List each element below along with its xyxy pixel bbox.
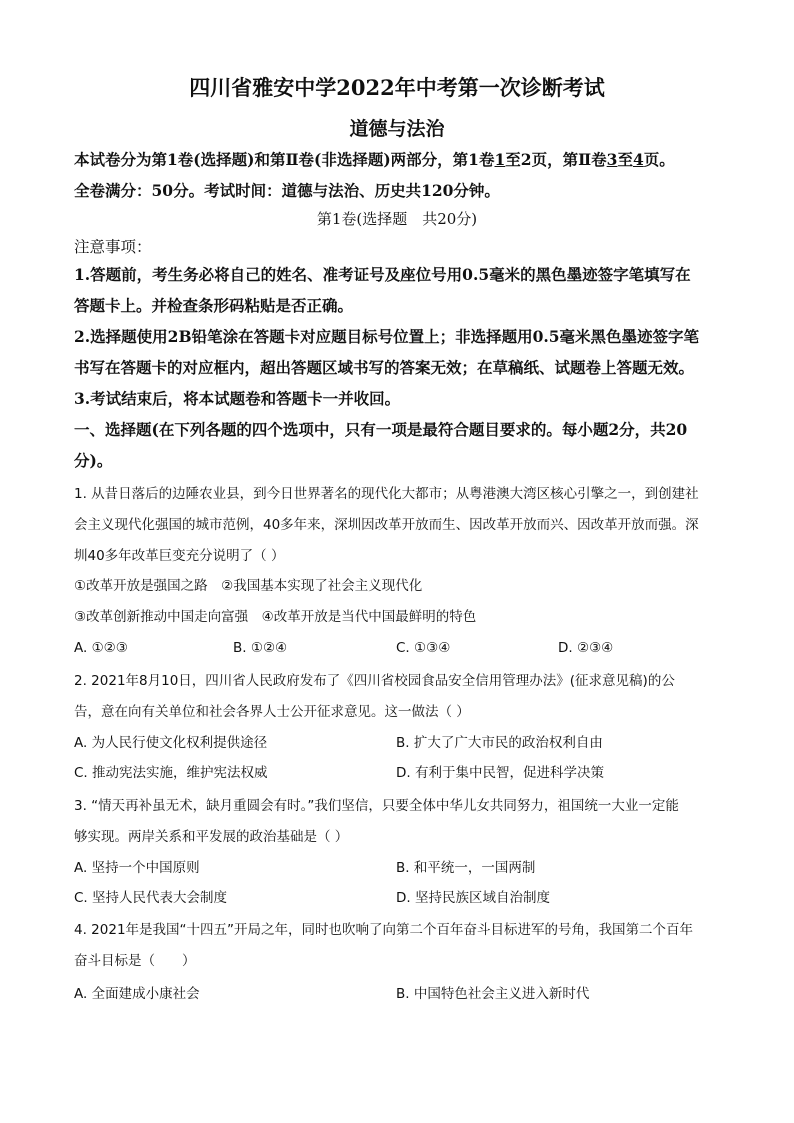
q1-stem-line-2: 会主义现代化强国的城市范例，40多年来，深圳因改革开放而生、因改革开放而兴、因改革开放而强。深: [74, 517, 699, 533]
part1-instruction-line-1: 一、选择题(在下列各题的四个选项中，只有一项是最符合题目要求的。每小题2分，共20: [74, 420, 688, 439]
page-number: 1: [494, 150, 506, 169]
q1-option-c: C. ①③④: [396, 640, 451, 656]
page-number: 4: [632, 150, 644, 169]
notice-item-2-line-1: 2.选择题使用2B铅笔涂在答题卡对应题目标号位置上；非选择题用0.5毫米黑色墨迹签字笔: [74, 327, 700, 346]
q2-option-a: A. 为人民行使文化权利提供途径: [74, 735, 268, 751]
q2-stem-line-1: 2. 2021年8月10日，四川省人民政府发布了《四川省校园食品安全信用管理办法》(征求意见稿)的公: [74, 673, 675, 689]
q1-option-d: D. ②③④: [558, 640, 614, 656]
notice-item-1-line-2: 答题卡上。并检查条形码粘贴是否正确。: [74, 296, 354, 315]
q2-option-c: C. 推动宪法实施，维护宪法权威: [74, 765, 268, 781]
part1-instruction-line-2: 分)。: [74, 451, 113, 470]
q2-option-d: D. 有利于集中民智，促进科学决策: [396, 765, 604, 781]
q3-stem-line-1: 3. “情天再补虽无术，缺月重圆会有时。”我们坚信，只要全体中华儿女共同努力，祖国统一大业一定能: [74, 798, 679, 814]
q4-stem-line-2: 奋斗目标是（ ）: [74, 953, 196, 969]
exam-title: 四川省雅安中学2022年中考第一次诊断考试: [189, 75, 605, 100]
q1-option-b: B. ①②④: [233, 640, 288, 656]
q4-stem-line-1: 4. 2021年是我国“十四五”开局之年，同时也吹响了向第二个百年奋斗目标进军的号角，我国第二个百年: [74, 922, 694, 938]
notice-item-1-line-1: 1.答题前，考生务必将自己的姓名、准考证号及座位号用0.5毫米的黑色墨迹签字笔填写在: [74, 265, 691, 284]
q3-option-d: D. 坚持民族区域自治制度: [396, 890, 550, 906]
q1-stem-line-1: 1. 从昔日落后的边陲农业县，到今日世界著名的现代化大都市；从粤港澳大湾区核心引擎之一，到创建社: [74, 486, 699, 502]
q1-statements-line-2: ③改革创新推动中国走向富强 ④改革开放是当代中国最鲜明的特色: [74, 609, 477, 625]
notice-heading: 注意事项：: [74, 238, 152, 256]
page-number: 3: [606, 150, 618, 169]
q3-option-a: A. 坚持一个中国原则: [74, 860, 200, 876]
section-header: 第1卷(选择题 共20分): [316, 210, 478, 228]
q2-stem-line-2: 告，意在向有关单位和社会各界人士公开征求意见。这一做法（ ）: [74, 704, 470, 720]
q3-option-b: B. 和平统一，一国两制: [396, 860, 536, 876]
q4-option-a: A. 全面建成小康社会: [74, 986, 200, 1002]
notice-item-2-line-2: 书写在答题卡的对应框内，超出答题区域书写的答案无效；在草稿纸、试题卷上答题无效。: [74, 358, 695, 377]
q1-statements-line-1: ①改革开放是强国之路 ②我国基本实现了社会主义现代化: [74, 578, 423, 594]
q3-stem-line-2: 够实现。两岸关系和平发展的政治基础是（ ）: [74, 829, 349, 845]
intro-line-2: 全卷满分：50分。考试时间：道德与法治、历史共120分钟。: [74, 181, 500, 200]
q2-option-b: B. 扩大了广大市民的政治权利自由: [396, 735, 603, 751]
intro-line-1: 本试卷分为第1卷(选择题)和第Ⅱ卷(非选择题)两部分，第1卷1至2页，第Ⅱ卷3至4页。: [74, 150, 675, 169]
q3-option-c: C. 坚持人民代表大会制度: [74, 890, 228, 906]
notice-item-3: 3.考试结束后，将本试题卷和答题卡一并收回。: [74, 389, 401, 408]
q4-option-b: B. 中国特色社会主义进入新时代: [396, 986, 590, 1002]
subject-title: 道德与法治: [349, 118, 445, 140]
q1-stem-line-3: 圳40多年改革巨变充分说明了（ ）: [74, 548, 285, 564]
q1-option-a: A. ①②③: [74, 640, 128, 656]
